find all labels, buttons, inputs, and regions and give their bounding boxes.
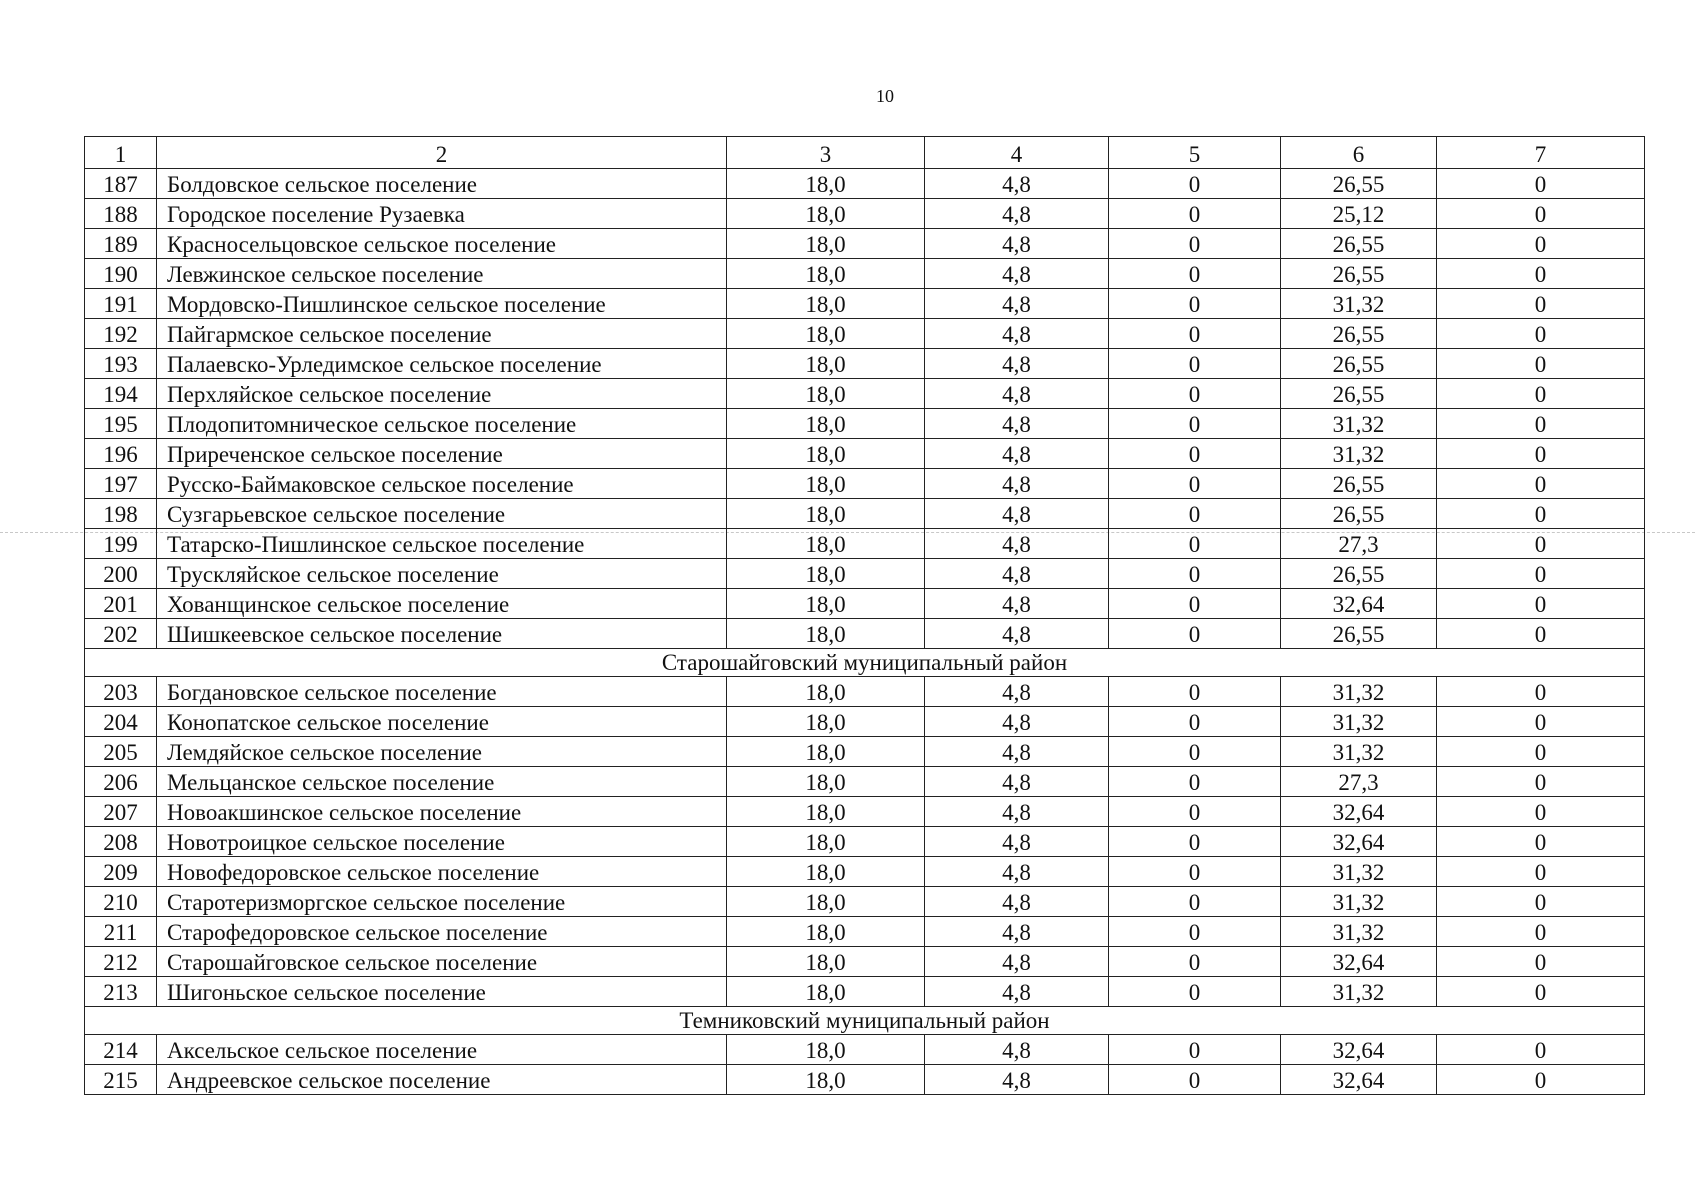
value-col-6: 27,3 <box>1281 767 1437 797</box>
value-col-4: 4,8 <box>925 767 1109 797</box>
table-row <box>85 1065 1645 1095</box>
row-number: 212 <box>85 947 157 977</box>
row-number: 199 <box>85 529 157 559</box>
row-number: 198 <box>85 499 157 529</box>
settlement-name: Приреченское сельское поселение <box>157 439 727 469</box>
value-col-6: 31,32 <box>1281 977 1437 1007</box>
value-col-6: 26,55 <box>1281 259 1437 289</box>
column-header: 6 <box>1281 137 1437 169</box>
district-title: Темниковский муниципальный район <box>85 1007 1645 1035</box>
value-col-7: 0 <box>1437 259 1645 289</box>
table-row <box>85 499 1645 529</box>
value-col-4: 4,8 <box>925 887 1109 917</box>
settlement-name: Новофедоровское сельское поселение <box>157 857 727 887</box>
value-col-3: 18,0 <box>727 439 925 469</box>
value-col-4: 4,8 <box>925 229 1109 259</box>
value-col-4: 4,8 <box>925 289 1109 319</box>
table-row <box>85 289 1645 319</box>
table-row <box>85 947 1645 977</box>
value-col-7: 0 <box>1437 379 1645 409</box>
value-col-4: 4,8 <box>925 707 1109 737</box>
value-col-4: 4,8 <box>925 469 1109 499</box>
column-header: 4 <box>925 137 1109 169</box>
value-col-5: 0 <box>1109 827 1281 857</box>
row-number: 190 <box>85 259 157 289</box>
value-col-6: 31,32 <box>1281 439 1437 469</box>
value-col-3: 18,0 <box>727 529 925 559</box>
settlement-name: Красносельцовское сельское поселение <box>157 229 727 259</box>
table-row <box>85 439 1645 469</box>
row-number: 202 <box>85 619 157 649</box>
value-col-6: 26,55 <box>1281 319 1437 349</box>
row-number: 193 <box>85 349 157 379</box>
value-col-6: 26,55 <box>1281 559 1437 589</box>
table-row <box>85 1035 1645 1065</box>
page-number: 10 <box>876 86 894 106</box>
value-col-5: 0 <box>1109 917 1281 947</box>
value-col-3: 18,0 <box>727 1065 925 1095</box>
table-body <box>85 137 1645 1095</box>
value-col-3: 18,0 <box>727 947 925 977</box>
value-col-4: 4,8 <box>925 199 1109 229</box>
row-number: 213 <box>85 977 157 1007</box>
column-header: 1 <box>85 137 157 169</box>
settlement-name: Левжинское сельское поселение <box>157 259 727 289</box>
column-header-row <box>85 137 1645 169</box>
value-col-6: 26,55 <box>1281 379 1437 409</box>
value-col-6: 26,55 <box>1281 169 1437 199</box>
value-col-4: 4,8 <box>925 589 1109 619</box>
row-number: 192 <box>85 319 157 349</box>
value-col-6: 25,12 <box>1281 199 1437 229</box>
value-col-5: 0 <box>1109 707 1281 737</box>
row-number: 197 <box>85 469 157 499</box>
value-col-5: 0 <box>1109 977 1281 1007</box>
value-col-4: 4,8 <box>925 677 1109 707</box>
value-col-3: 18,0 <box>727 499 925 529</box>
value-col-4: 4,8 <box>925 379 1109 409</box>
value-col-3: 18,0 <box>727 379 925 409</box>
value-col-5: 0 <box>1109 857 1281 887</box>
value-col-3: 18,0 <box>727 827 925 857</box>
value-col-3: 18,0 <box>727 707 925 737</box>
row-number: 215 <box>85 1065 157 1095</box>
value-col-5: 0 <box>1109 797 1281 827</box>
table-row <box>85 319 1645 349</box>
table-row <box>85 737 1645 767</box>
value-col-4: 4,8 <box>925 977 1109 1007</box>
value-col-6: 31,32 <box>1281 409 1437 439</box>
settlement-name: Перхляйское сельское поселение <box>157 379 727 409</box>
table-row <box>85 409 1645 439</box>
settlement-name: Плодопитомническое сельское поселение <box>157 409 727 439</box>
value-col-3: 18,0 <box>727 409 925 439</box>
settlement-name: Пайгармское сельское поселение <box>157 319 727 349</box>
value-col-5: 0 <box>1109 887 1281 917</box>
value-col-5: 0 <box>1109 619 1281 649</box>
value-col-7: 0 <box>1437 439 1645 469</box>
row-number: 195 <box>85 409 157 439</box>
settlement-name: Старотеризморгское сельское поселение <box>157 887 727 917</box>
value-col-6: 26,55 <box>1281 469 1437 499</box>
value-col-7: 0 <box>1437 827 1645 857</box>
value-col-5: 0 <box>1109 199 1281 229</box>
row-number: 214 <box>85 1035 157 1065</box>
value-col-4: 4,8 <box>925 1035 1109 1065</box>
row-number: 188 <box>85 199 157 229</box>
value-col-7: 0 <box>1437 737 1645 767</box>
table-row <box>85 589 1645 619</box>
value-col-6: 26,55 <box>1281 619 1437 649</box>
value-col-3: 18,0 <box>727 917 925 947</box>
settlement-name: Конопатское сельское поселение <box>157 707 727 737</box>
table-row <box>85 469 1645 499</box>
table-row <box>85 259 1645 289</box>
value-col-4: 4,8 <box>925 947 1109 977</box>
value-col-5: 0 <box>1109 1035 1281 1065</box>
value-col-7: 0 <box>1437 529 1645 559</box>
value-col-7: 0 <box>1437 707 1645 737</box>
value-col-7: 0 <box>1437 947 1645 977</box>
value-col-4: 4,8 <box>925 857 1109 887</box>
value-col-3: 18,0 <box>727 349 925 379</box>
row-number: 210 <box>85 887 157 917</box>
row-number: 200 <box>85 559 157 589</box>
value-col-5: 0 <box>1109 349 1281 379</box>
value-col-4: 4,8 <box>925 409 1109 439</box>
value-col-7: 0 <box>1437 319 1645 349</box>
value-col-7: 0 <box>1437 917 1645 947</box>
value-col-6: 32,64 <box>1281 797 1437 827</box>
settlement-name: Старофедоровское сельское поселение <box>157 917 727 947</box>
value-col-6: 26,55 <box>1281 349 1437 379</box>
settlement-name: Андреевское сельское поселение <box>157 1065 727 1095</box>
value-col-5: 0 <box>1109 379 1281 409</box>
table-row <box>85 707 1645 737</box>
value-col-7: 0 <box>1437 469 1645 499</box>
row-number: 191 <box>85 289 157 319</box>
value-col-7: 0 <box>1437 229 1645 259</box>
value-col-4: 4,8 <box>925 917 1109 947</box>
value-col-7: 0 <box>1437 857 1645 887</box>
settlement-name: Городское поселение Рузаевка <box>157 199 727 229</box>
value-col-3: 18,0 <box>727 857 925 887</box>
row-number: 203 <box>85 677 157 707</box>
data-table <box>84 136 1645 1095</box>
value-col-6: 31,32 <box>1281 289 1437 319</box>
value-col-3: 18,0 <box>727 589 925 619</box>
value-col-7: 0 <box>1437 169 1645 199</box>
value-col-3: 18,0 <box>727 797 925 827</box>
value-col-3: 18,0 <box>727 559 925 589</box>
district-section-row <box>85 649 1645 677</box>
settlement-name: Болдовское сельское поселение <box>157 169 727 199</box>
table-row <box>85 349 1645 379</box>
value-col-3: 18,0 <box>727 677 925 707</box>
value-col-5: 0 <box>1109 319 1281 349</box>
table-row <box>85 977 1645 1007</box>
row-number: 209 <box>85 857 157 887</box>
settlement-name: Старошайговское сельское поселение <box>157 947 727 977</box>
value-col-6: 31,32 <box>1281 677 1437 707</box>
table-row <box>85 797 1645 827</box>
value-col-5: 0 <box>1109 469 1281 499</box>
value-col-6: 32,64 <box>1281 1065 1437 1095</box>
value-col-6: 31,32 <box>1281 737 1437 767</box>
value-col-5: 0 <box>1109 169 1281 199</box>
value-col-3: 18,0 <box>727 199 925 229</box>
value-col-3: 18,0 <box>727 977 925 1007</box>
row-number: 208 <box>85 827 157 857</box>
value-col-4: 4,8 <box>925 169 1109 199</box>
value-col-6: 31,32 <box>1281 917 1437 947</box>
table-row <box>85 767 1645 797</box>
column-header: 5 <box>1109 137 1281 169</box>
value-col-5: 0 <box>1109 559 1281 589</box>
value-col-5: 0 <box>1109 229 1281 259</box>
value-col-7: 0 <box>1437 1065 1645 1095</box>
row-number: 189 <box>85 229 157 259</box>
value-col-7: 0 <box>1437 1035 1645 1065</box>
value-col-4: 4,8 <box>925 439 1109 469</box>
table-row <box>85 169 1645 199</box>
table-row <box>85 827 1645 857</box>
value-col-3: 18,0 <box>727 229 925 259</box>
value-col-4: 4,8 <box>925 319 1109 349</box>
settlement-name: Шишкеевское сельское поселение <box>157 619 727 649</box>
value-col-7: 0 <box>1437 619 1645 649</box>
table-row <box>85 677 1645 707</box>
value-col-5: 0 <box>1109 737 1281 767</box>
value-col-4: 4,8 <box>925 737 1109 767</box>
settlement-name: Новоакшинское сельское поселение <box>157 797 727 827</box>
table-row <box>85 619 1645 649</box>
value-col-4: 4,8 <box>925 827 1109 857</box>
value-col-3: 18,0 <box>727 289 925 319</box>
table-row <box>85 529 1645 559</box>
value-col-5: 0 <box>1109 289 1281 319</box>
settlement-name: Мордовско-Пишлинское сельское поселение <box>157 289 727 319</box>
value-col-4: 4,8 <box>925 259 1109 289</box>
settlement-name: Новотроицкое сельское поселение <box>157 827 727 857</box>
value-col-4: 4,8 <box>925 349 1109 379</box>
settlement-name: Палаевско-Урледимское сельское поселение <box>157 349 727 379</box>
value-col-7: 0 <box>1437 499 1645 529</box>
value-col-3: 18,0 <box>727 169 925 199</box>
value-col-5: 0 <box>1109 589 1281 619</box>
table-row <box>85 199 1645 229</box>
value-col-3: 18,0 <box>727 259 925 289</box>
settlement-name: Татарско-Пишлинское сельское поселение <box>157 529 727 559</box>
value-col-4: 4,8 <box>925 559 1109 589</box>
value-col-7: 0 <box>1437 349 1645 379</box>
value-col-5: 0 <box>1109 947 1281 977</box>
row-number: 211 <box>85 917 157 947</box>
value-col-5: 0 <box>1109 529 1281 559</box>
settlement-name: Сузгарьевское сельское поселение <box>157 499 727 529</box>
row-number: 205 <box>85 737 157 767</box>
value-col-5: 0 <box>1109 439 1281 469</box>
value-col-3: 18,0 <box>727 737 925 767</box>
value-col-7: 0 <box>1437 589 1645 619</box>
row-number: 204 <box>85 707 157 737</box>
settlement-name: Лемдяйское сельское поселение <box>157 737 727 767</box>
value-col-3: 18,0 <box>727 619 925 649</box>
value-col-6: 32,64 <box>1281 827 1437 857</box>
value-col-7: 0 <box>1437 409 1645 439</box>
value-col-7: 0 <box>1437 199 1645 229</box>
value-col-5: 0 <box>1109 499 1281 529</box>
table-row <box>85 887 1645 917</box>
value-col-6: 32,64 <box>1281 589 1437 619</box>
value-col-4: 4,8 <box>925 499 1109 529</box>
row-number: 196 <box>85 439 157 469</box>
value-col-3: 18,0 <box>727 319 925 349</box>
value-col-3: 18,0 <box>727 887 925 917</box>
value-col-5: 0 <box>1109 259 1281 289</box>
district-section-row <box>85 1007 1645 1035</box>
settlement-name: Богдановское сельское поселение <box>157 677 727 707</box>
value-col-6: 26,55 <box>1281 499 1437 529</box>
district-title: Старошайговский муниципальный район <box>85 649 1645 677</box>
settlement-name: Аксельское сельское поселение <box>157 1035 727 1065</box>
value-col-7: 0 <box>1437 797 1645 827</box>
value-col-3: 18,0 <box>727 469 925 499</box>
row-number: 201 <box>85 589 157 619</box>
value-col-3: 18,0 <box>727 767 925 797</box>
row-number: 187 <box>85 169 157 199</box>
table-row <box>85 917 1645 947</box>
value-col-6: 27,3 <box>1281 529 1437 559</box>
settlement-name: Хованщинское сельское поселение <box>157 589 727 619</box>
value-col-6: 31,32 <box>1281 887 1437 917</box>
value-col-6: 31,32 <box>1281 857 1437 887</box>
column-header: 3 <box>727 137 925 169</box>
value-col-5: 0 <box>1109 677 1281 707</box>
value-col-7: 0 <box>1437 289 1645 319</box>
row-number: 206 <box>85 767 157 797</box>
value-col-3: 18,0 <box>727 1035 925 1065</box>
row-number: 194 <box>85 379 157 409</box>
row-number: 207 <box>85 797 157 827</box>
column-header: 7 <box>1437 137 1645 169</box>
value-col-7: 0 <box>1437 887 1645 917</box>
table-row <box>85 379 1645 409</box>
value-col-7: 0 <box>1437 977 1645 1007</box>
value-col-6: 32,64 <box>1281 1035 1437 1065</box>
value-col-5: 0 <box>1109 767 1281 797</box>
value-col-6: 32,64 <box>1281 947 1437 977</box>
value-col-7: 0 <box>1437 559 1645 589</box>
value-col-7: 0 <box>1437 677 1645 707</box>
table-row <box>85 229 1645 259</box>
settlement-name: Шигоньское сельское поселение <box>157 977 727 1007</box>
value-col-4: 4,8 <box>925 1065 1109 1095</box>
value-col-4: 4,8 <box>925 529 1109 559</box>
value-col-4: 4,8 <box>925 797 1109 827</box>
value-col-6: 26,55 <box>1281 229 1437 259</box>
value-col-7: 0 <box>1437 767 1645 797</box>
settlement-name: Трускляйское сельское поселение <box>157 559 727 589</box>
table-row <box>85 559 1645 589</box>
value-col-4: 4,8 <box>925 619 1109 649</box>
value-col-5: 0 <box>1109 1065 1281 1095</box>
value-col-5: 0 <box>1109 409 1281 439</box>
settlement-name: Мельцанское сельское поселение <box>157 767 727 797</box>
value-col-6: 31,32 <box>1281 707 1437 737</box>
settlement-name: Русско-Баймаковское сельское поселение <box>157 469 727 499</box>
column-header: 2 <box>157 137 727 169</box>
table-row <box>85 857 1645 887</box>
